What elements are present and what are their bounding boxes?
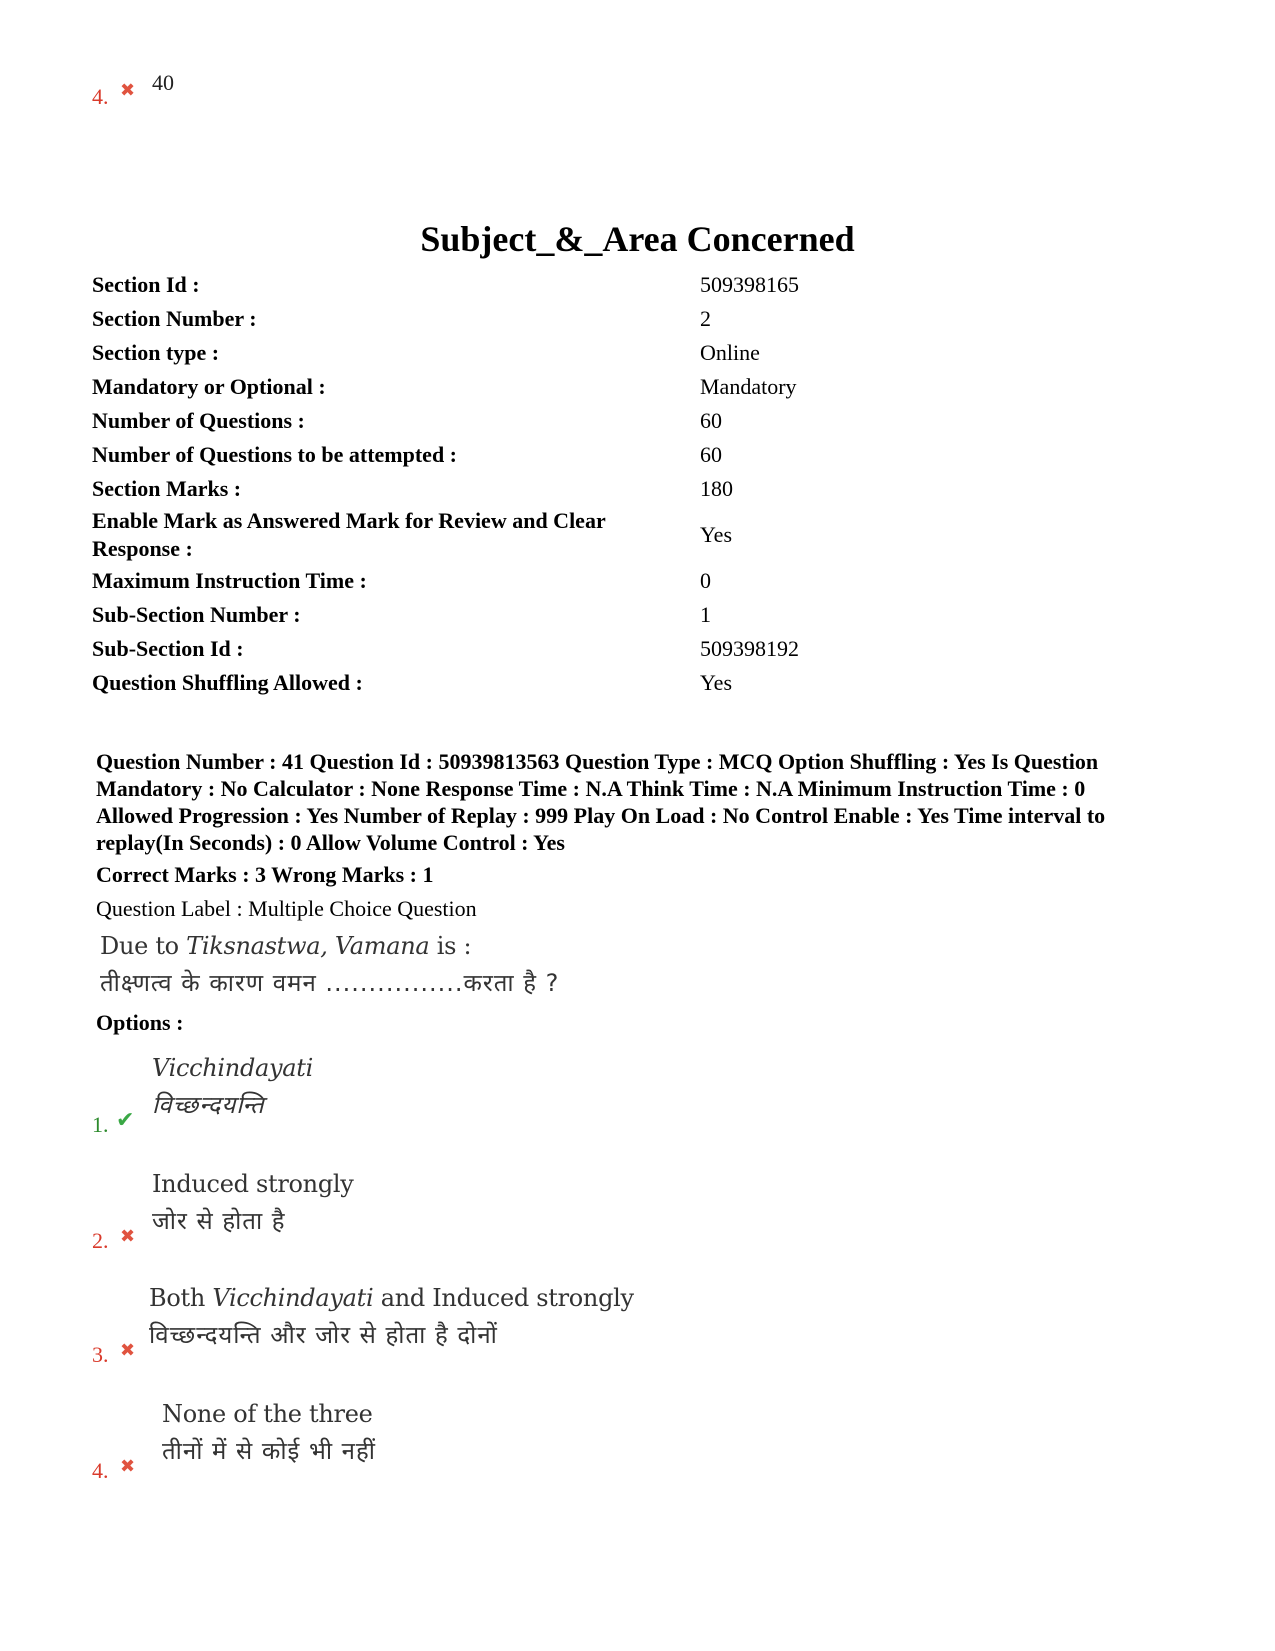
info-row-questions-attempted <box>92 438 1172 472</box>
info-label: Section Marks : <box>92 476 242 501</box>
info-label: Question Shuffling Allowed : <box>92 670 363 695</box>
info-value: 2 <box>700 306 711 331</box>
info-row-section-type <box>92 336 1172 370</box>
option-value: 40 <box>152 70 174 95</box>
option-text-english <box>149 1284 634 1312</box>
info-value: 60 <box>700 408 722 433</box>
info-label: Sub-Section Number : <box>92 602 301 627</box>
option-text-english: None of the three <box>162 1400 373 1428</box>
option-number: 3. <box>92 1342 109 1367</box>
wrong-mark-icon: ✖ <box>120 1340 136 1361</box>
info-row-sub-section-number <box>92 598 1172 632</box>
question-meta: Question Number : 41 Question Id : 50939813563 Question Type : MCQ Option Shuffling : Yes Is Question Mandatory : No Calculator : None Response Time : N.A Think Time : N.A Minimum Instruction Time : 0 Allowed Progression : Yes Number of Replay : 999 Play On Load : No Control Enable : Yes Time interval to replay(In Seconds) : 0 Allow Volume Control : Yes <box>96 749 1106 855</box>
option-text-prefix: Both <box>149 1284 213 1312</box>
wrong-mark-icon: ✖ <box>120 80 136 101</box>
info-value: 1 <box>700 602 711 627</box>
option-text-italic: Vicchindayati <box>212 1284 374 1312</box>
option-text-suffix: and Induced strongly <box>373 1284 634 1312</box>
option-1 <box>92 1050 792 1160</box>
check-mark-icon: ✔ <box>116 1108 135 1133</box>
info-label: Sub-Section Id : <box>92 636 244 661</box>
option-number: 4. <box>92 1458 109 1483</box>
option-text-hindi: तीनों में से कोई भी नहीं <box>162 1437 376 1465</box>
info-row-number-of-questions <box>92 404 1172 438</box>
info-value: Yes <box>700 522 733 547</box>
info-row-sub-section-id <box>92 632 1172 666</box>
info-row-section-id <box>92 268 1172 302</box>
info-value: 180 <box>700 476 733 501</box>
options-label: Options : <box>96 1010 184 1035</box>
info-label: Mandatory or Optional : <box>92 374 326 399</box>
option-number: 1. <box>92 1112 109 1137</box>
info-value: Yes <box>700 670 733 695</box>
info-row-section-number <box>92 302 1172 336</box>
info-label: Section Id : <box>92 272 200 297</box>
option-number: 2. <box>92 1228 109 1253</box>
info-row-max-instruction-time <box>92 564 1172 598</box>
question-label: Question Label : Multiple Choice Question <box>96 896 477 921</box>
info-row-section-marks <box>92 472 1172 506</box>
option-2 <box>92 1166 792 1276</box>
question-text-suffix: is : <box>429 932 472 960</box>
info-value: 509398165 <box>700 272 799 297</box>
option-3 <box>92 1280 792 1390</box>
question-text-prefix: Due to <box>100 932 187 960</box>
info-label: Number of Questions : <box>92 408 305 433</box>
question-text-english <box>100 932 471 960</box>
info-value: 509398192 <box>700 636 799 661</box>
info-row-mandatory <box>92 370 1172 404</box>
question-marks: Correct Marks : 3 Wrong Marks : 1 <box>96 862 434 887</box>
option-text-english: Vicchindayati <box>152 1054 314 1082</box>
info-label: Section type : <box>92 340 220 365</box>
question-text-hindi: तीक्ष्णत्व के कारण वमन ................करता है ? <box>100 969 560 997</box>
info-value: Mandatory <box>700 374 797 399</box>
option-text-hindi: जोर से होता है <box>152 1207 286 1235</box>
info-value: Online <box>700 340 760 365</box>
section-info-table <box>92 268 1172 700</box>
option-text-hindi: विच्छन्दयन्ति और जोर से होता है दोनों <box>149 1321 498 1349</box>
info-row-question-shuffling <box>92 666 1172 700</box>
option-text-english: Induced strongly <box>152 1170 354 1198</box>
option-number: 4. <box>92 84 109 109</box>
info-value: 60 <box>700 442 722 467</box>
option-4 <box>92 1396 792 1506</box>
info-row-enable-mark <box>92 506 1172 564</box>
info-label: Enable Mark as Answered Mark for Review and Clear Response : <box>92 508 606 561</box>
info-label: Number of Questions to be attempted : <box>92 442 458 467</box>
info-label: Section Number : <box>92 306 257 331</box>
wrong-mark-icon: ✖ <box>120 1226 136 1247</box>
info-value: 0 <box>700 568 711 593</box>
info-label: Maximum Instruction Time : <box>92 568 367 593</box>
section-title: Subject_&_Area Concerned <box>420 219 855 259</box>
option-text-hindi: विच्छन्दयन्ति <box>152 1091 265 1119</box>
question-text-italic: Tiksnastwa, Vamana <box>186 932 430 960</box>
wrong-mark-icon: ✖ <box>120 1456 136 1477</box>
